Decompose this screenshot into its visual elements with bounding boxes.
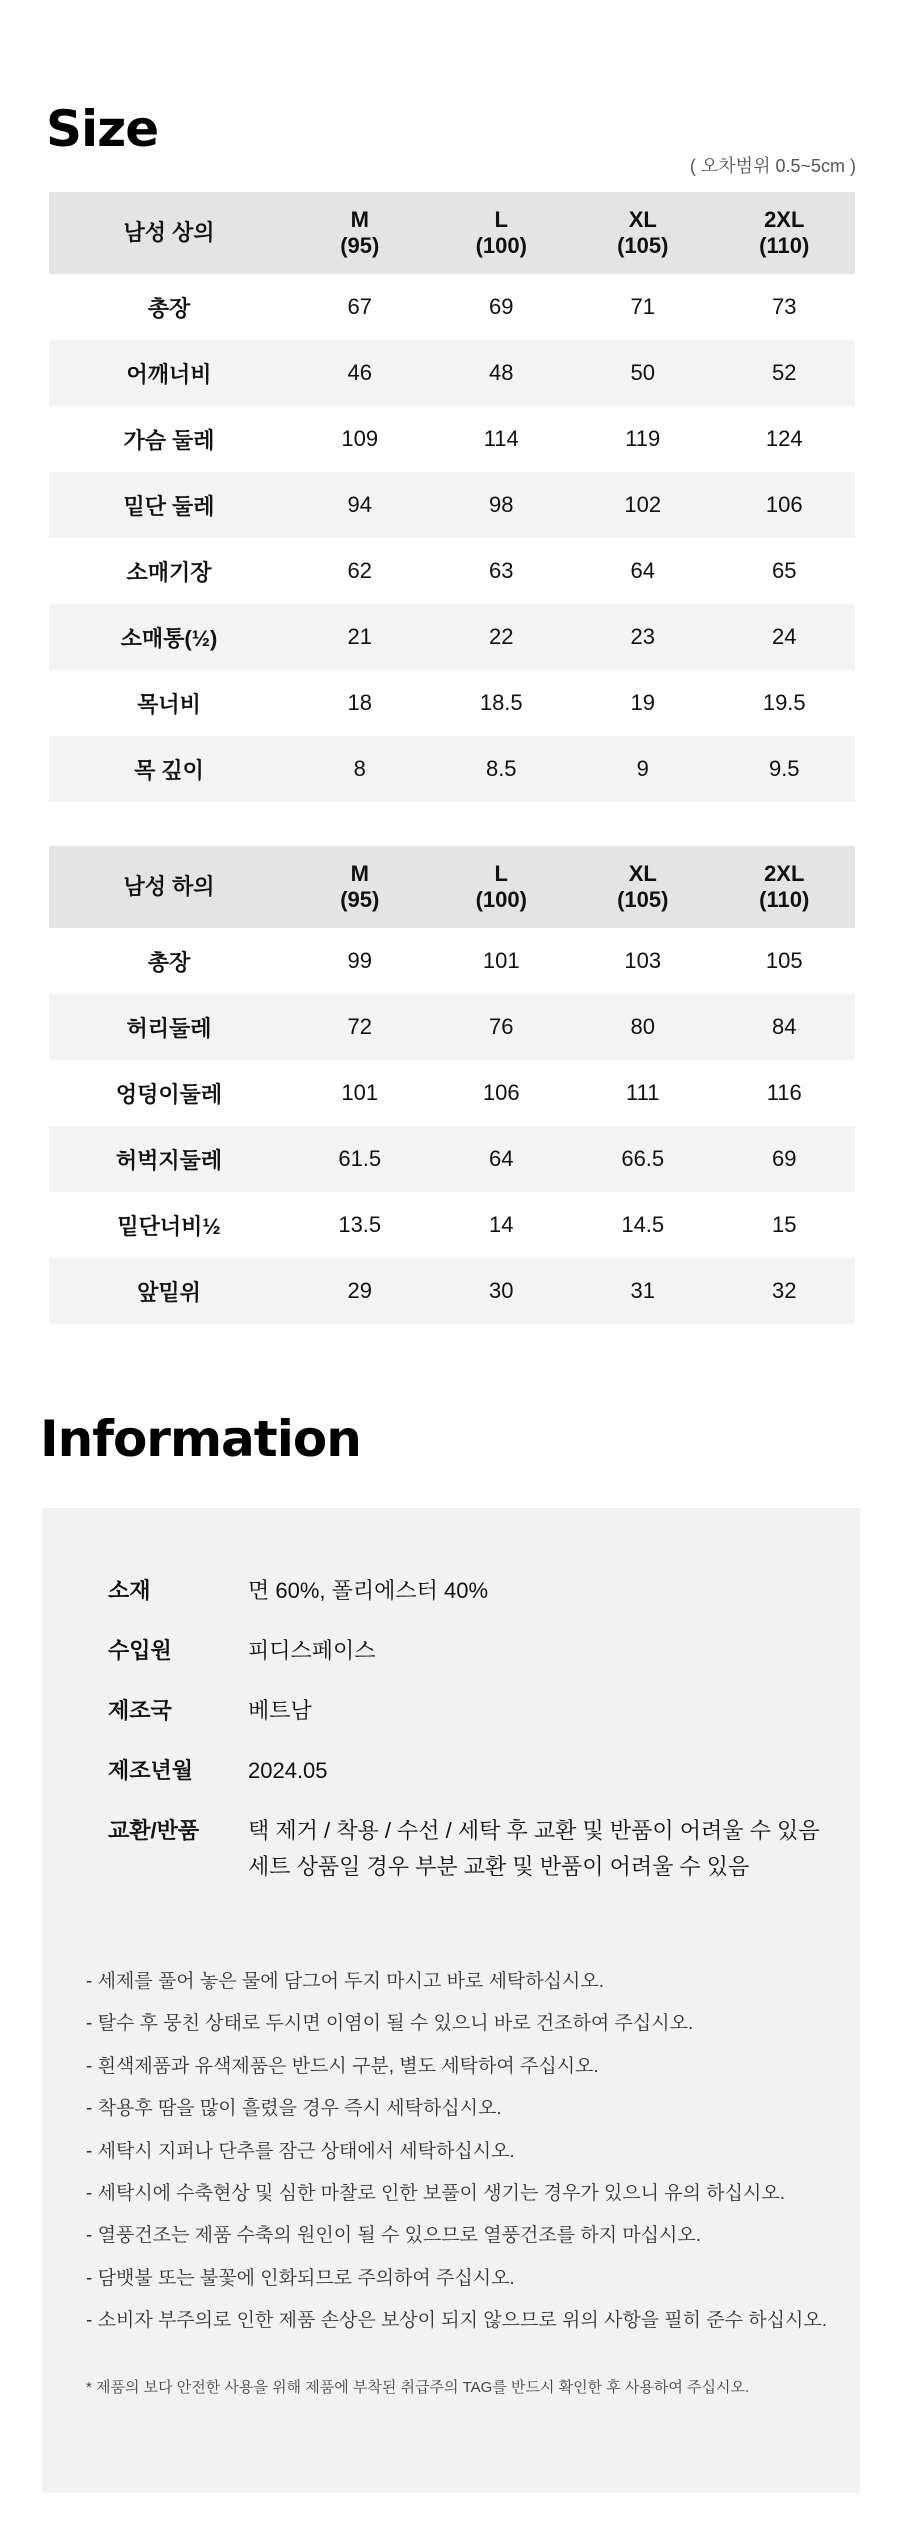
table-cell: 48 xyxy=(489,360,514,385)
table-cell: 62 xyxy=(347,558,372,583)
size-header-l xyxy=(431,192,573,274)
table-cell: 21 xyxy=(347,624,372,649)
table-cell: 114 xyxy=(483,426,519,451)
row-label: 목 깊이 xyxy=(134,757,204,783)
list-item: - 세탁시 지퍼나 단추를 잠근 상태에서 세탁하십시오. xyxy=(86,2140,515,2162)
table-cell: 29 xyxy=(347,1278,372,1303)
table-cell: 24 xyxy=(772,624,797,649)
table-cell: 116 xyxy=(766,1080,802,1105)
table-cell: 15 xyxy=(772,1212,797,1237)
info-value-line: 세트 상품일 경우 부분 교환 및 반품이 어려울 수 있음 xyxy=(248,1854,750,1879)
table-row xyxy=(49,274,855,340)
table-cell: 64 xyxy=(630,558,655,583)
row-label: 밑단너비½ xyxy=(117,1213,221,1239)
row-label: 가슴 둘레 xyxy=(123,427,215,453)
table-cell: 9 xyxy=(636,756,649,781)
table-row xyxy=(49,1126,855,1192)
size-sub: (100) xyxy=(475,233,527,258)
table-cell: 18 xyxy=(347,690,372,715)
info-value xyxy=(248,1813,848,1885)
size-name: 2XL xyxy=(764,207,805,232)
info-key: 소재 xyxy=(108,1578,151,1603)
size-name: L xyxy=(494,207,508,232)
info-key: 수입원 xyxy=(108,1638,172,1663)
size-name: M xyxy=(350,207,369,232)
table-header-row xyxy=(49,846,855,928)
table-cell: 101 xyxy=(482,948,520,973)
info-value-line: 2024.05 xyxy=(248,1758,328,1783)
table-cell: 80 xyxy=(630,1014,655,1039)
table-row xyxy=(49,340,855,406)
table-cell: 72 xyxy=(347,1014,372,1039)
table-cell: 61.5 xyxy=(338,1146,382,1171)
table-row xyxy=(49,1192,855,1258)
table-cell: 23 xyxy=(630,624,655,649)
row-label: 엉덩이둘레 xyxy=(115,1081,223,1107)
table-cell: 84 xyxy=(772,1014,797,1039)
table-row xyxy=(49,928,855,994)
table-cell: 66.5 xyxy=(621,1146,665,1171)
tolerance-note: ( 오차범위 0.5~5cm ) xyxy=(689,156,856,176)
table-cell: 73 xyxy=(772,294,797,319)
table-cell: 124 xyxy=(765,426,803,451)
size-header-l xyxy=(431,846,573,928)
info-key: 교환/반품 xyxy=(108,1818,200,1843)
row-label: 소매기장 xyxy=(126,559,212,585)
table-cell: 106 xyxy=(482,1080,520,1105)
row-label: 소매통(½) xyxy=(120,625,218,651)
row-label: 목너비 xyxy=(137,691,201,717)
table-cell: 67 xyxy=(347,294,372,319)
row-label: 허벅지둘레 xyxy=(115,1147,223,1173)
table-cell: 76 xyxy=(489,1014,514,1039)
info-value xyxy=(248,1633,848,1669)
table-cell: 19.5 xyxy=(762,690,806,715)
table-cell: 14 xyxy=(489,1212,514,1237)
size-header-m xyxy=(289,846,431,928)
size-header-2xl xyxy=(714,846,856,928)
table-cell: 63 xyxy=(489,558,514,583)
size-header-xl xyxy=(572,192,714,274)
table-cell: 31 xyxy=(630,1278,655,1303)
table-cell: 71 xyxy=(630,294,655,319)
table-cell: 69 xyxy=(489,294,514,319)
table-row xyxy=(49,538,855,604)
info-value-line: 택 제거 / 착용 / 수선 / 세탁 후 교환 및 반품이 어려울 수 있음 xyxy=(248,1818,820,1843)
table-row xyxy=(49,1060,855,1126)
size-sub: (110) xyxy=(759,233,810,258)
table-cell: 46 xyxy=(347,360,372,385)
size-header-m xyxy=(289,192,431,274)
size-section-title: Size xyxy=(46,100,159,158)
info-value-line: 면 60%, 폴리에스터 40% xyxy=(248,1578,489,1603)
list-item: - 세탁시에 수축현상 및 심한 마찰로 인한 보풀이 생기는 경우가 있으니 유의 하십시오. xyxy=(86,2182,785,2204)
info-value xyxy=(248,1573,848,1609)
table-row xyxy=(49,604,855,670)
list-item: - 열풍건조는 제품 수축의 원인이 될 수 있으므로 열풍건조를 하지 마십시오. xyxy=(86,2225,702,2247)
list-item: - 담뱃불 또는 불꽃에 인화되므로 주의하여 주십시오. xyxy=(86,2267,515,2289)
row-label: 총장 xyxy=(147,295,191,321)
top-size-table xyxy=(49,192,855,802)
size-sub: (105) xyxy=(617,233,669,258)
table-cell: 8.5 xyxy=(485,756,517,781)
list-item: - 세제를 풀어 놓은 물에 담그어 두지 마시고 바로 세탁하십시오. xyxy=(86,1971,604,1992)
table-row xyxy=(49,406,855,472)
size-sub: (100) xyxy=(475,887,527,912)
table-cell: 109 xyxy=(341,426,379,451)
table-cell: 19 xyxy=(630,690,655,715)
table-row xyxy=(49,1258,855,1324)
bottom-size-table xyxy=(49,846,855,1324)
table-cell: 103 xyxy=(624,948,662,973)
table-cell: 22 xyxy=(489,624,514,649)
table-cell: 102 xyxy=(624,492,662,517)
size-name: 2XL xyxy=(764,861,805,886)
list-item: - 탈수 후 뭉친 상태로 두시면 이염이 될 수 있으니 바로 건조하여 주십시오. xyxy=(86,2013,694,2035)
table-cell: 69 xyxy=(772,1146,797,1171)
size-sub: (105) xyxy=(617,887,669,912)
size-sub: (110) xyxy=(759,887,810,912)
info-key: 제조국 xyxy=(108,1698,172,1723)
info-key: 제조년월 xyxy=(108,1758,194,1783)
list-item: - 소비자 부주의로 인한 제품 손상은 보상이 되지 않으므로 위의 사항을 필히 준수 하십시오. xyxy=(86,2310,827,2332)
table-cell: 65 xyxy=(772,558,797,583)
table-cell: 32 xyxy=(772,1278,797,1303)
info-value xyxy=(248,1753,848,1789)
table-row xyxy=(49,670,855,736)
row-label: 밑단 둘레 xyxy=(123,493,215,519)
table-cell: 8 xyxy=(353,756,366,781)
table-cell: 18.5 xyxy=(479,690,523,715)
table-header-label: 남성 하의 xyxy=(123,874,215,899)
table-row xyxy=(49,736,855,802)
table-cell: 106 xyxy=(765,492,803,517)
row-label: 어깨너비 xyxy=(126,361,212,387)
table-cell: 30 xyxy=(489,1278,514,1303)
table-header-row xyxy=(49,192,855,274)
table-cell: 50 xyxy=(630,360,655,385)
table-row xyxy=(49,994,855,1060)
footnote: * 제품의 보다 안전한 사용을 위해 제품에 부착된 취급주의 TAG를 반드시 확인한 후 사용하여 주십시오. xyxy=(86,2379,750,2396)
table-cell: 111 xyxy=(626,1080,660,1105)
info-value-line: 피디스페이스 xyxy=(248,1638,376,1663)
size-name: XL xyxy=(628,207,657,232)
table-cell: 13.5 xyxy=(338,1212,382,1237)
table-cell: 64 xyxy=(489,1146,514,1171)
table-cell: 9.5 xyxy=(768,756,800,781)
size-header-2xl xyxy=(714,192,856,274)
table-cell: 52 xyxy=(772,360,797,385)
row-label: 총장 xyxy=(147,949,191,975)
list-item: - 흰색제품과 유색제품은 반드시 구분, 별도 세탁하여 주십시오. xyxy=(86,2055,599,2077)
info-value-line: 베트남 xyxy=(248,1698,312,1723)
info-value xyxy=(248,1693,848,1729)
size-name: L xyxy=(494,861,508,886)
table-cell: 99 xyxy=(347,948,372,973)
table-cell: 119 xyxy=(625,426,661,451)
list-item: - 착용후 땀을 많이 흘렸을 경우 즉시 세탁하십시오. xyxy=(86,2098,502,2120)
size-header-xl xyxy=(572,846,714,928)
size-sub: (95) xyxy=(340,887,380,912)
table-row xyxy=(49,472,855,538)
size-sub: (95) xyxy=(340,233,380,258)
table-cell: 98 xyxy=(489,492,514,517)
table-header-label: 남성 상의 xyxy=(123,220,215,245)
table-cell: 94 xyxy=(347,492,372,517)
table-cell: 14.5 xyxy=(621,1212,665,1237)
information-section-title: Information xyxy=(40,1410,361,1468)
row-label: 허리둘레 xyxy=(126,1015,212,1041)
size-name: M xyxy=(350,861,369,886)
table-cell: 101 xyxy=(341,1080,379,1105)
row-label: 앞밑위 xyxy=(137,1279,201,1305)
table-cell: 105 xyxy=(765,948,803,973)
care-instructions-list xyxy=(86,1961,827,2343)
size-name: XL xyxy=(628,861,657,886)
information-box xyxy=(42,1508,860,2493)
